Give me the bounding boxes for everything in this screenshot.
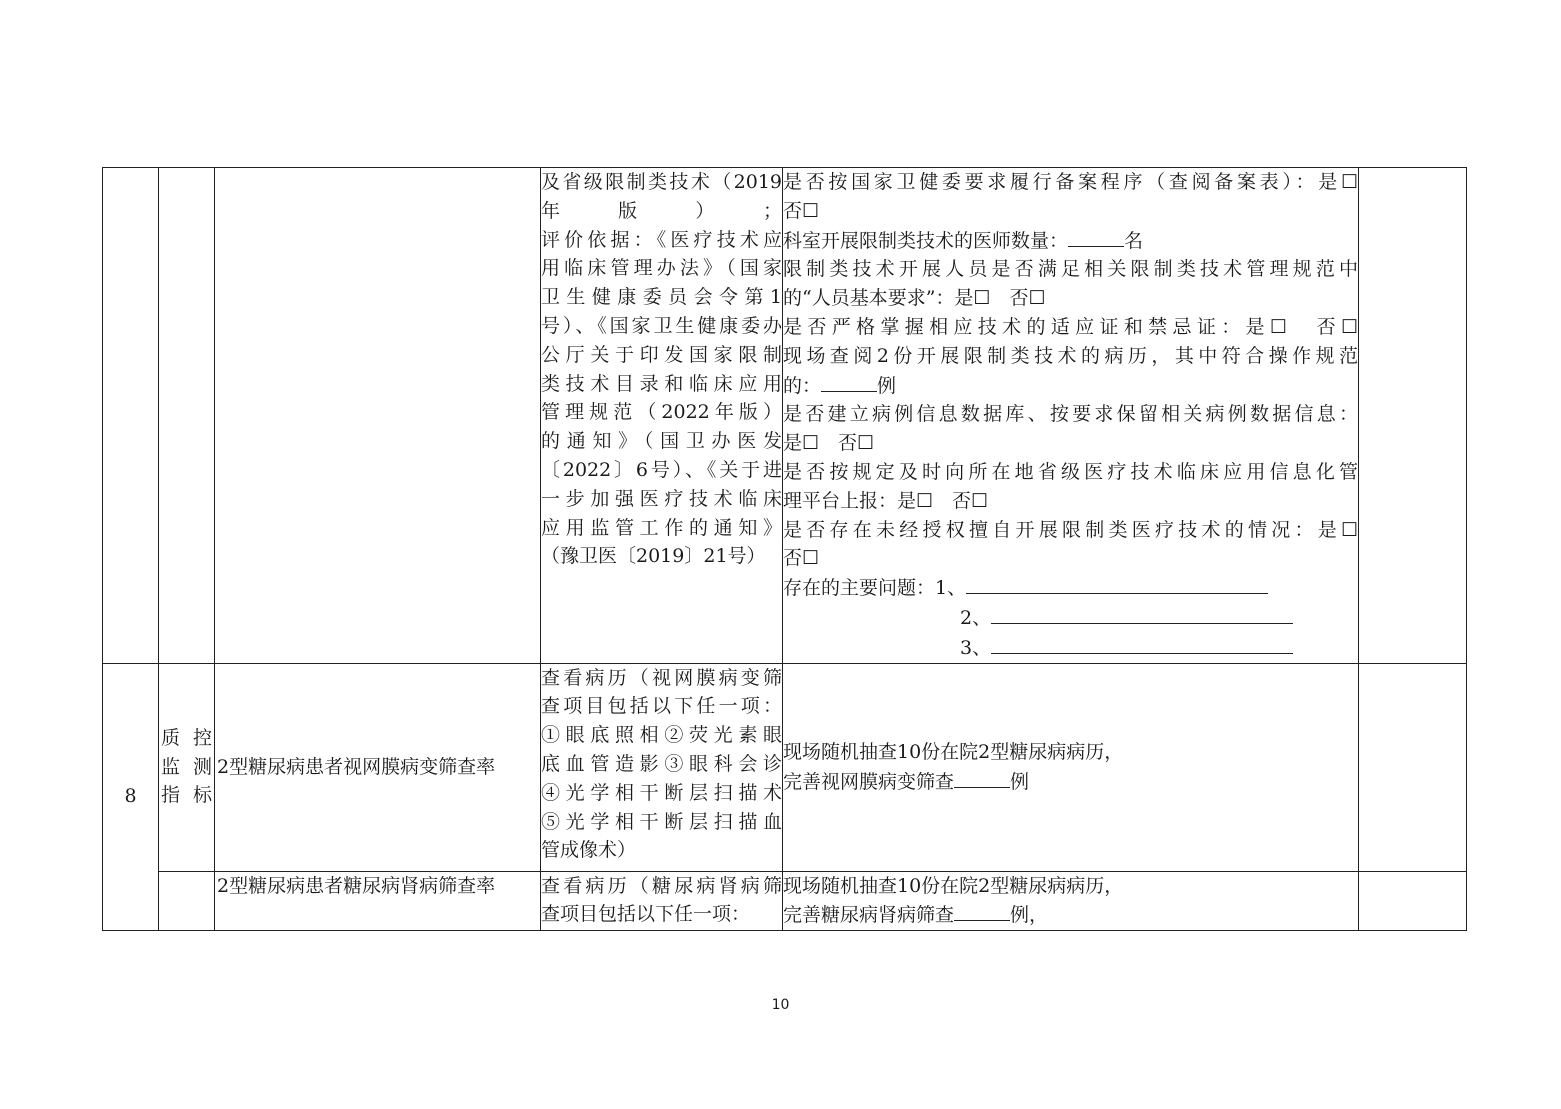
- check-text: 例: [877, 374, 897, 397]
- check-line: [783, 168, 1358, 197]
- check-line: [783, 487, 1358, 516]
- check-method-cell: [783, 871, 1359, 931]
- criteria-text: 的通知》（国卫办医发: [541, 430, 782, 453]
- fill-in-blank: [954, 900, 1010, 921]
- check-text: 否☐: [783, 199, 820, 222]
- category-cell-empty: [159, 168, 215, 664]
- check-line: [783, 284, 1358, 313]
- check-line: [783, 313, 1358, 342]
- criteria-text: 年版）；: [541, 199, 782, 222]
- evaluation-table: [102, 167, 1467, 931]
- criteria-cell: [541, 168, 783, 664]
- criteria-text: 〔2022〕6号）、《关于进: [541, 458, 782, 481]
- criteria-text: ①眼底照相②荧光素眼: [541, 724, 782, 747]
- check-text: 理平台上报：是☐ 否☐: [783, 489, 989, 512]
- check-line: [783, 400, 1358, 429]
- check-method-cell: [783, 168, 1359, 664]
- criteria-text: 查项目包括以下任一项：: [541, 903, 751, 926]
- criteria-text: 卫生健康委员会令第1: [541, 286, 782, 309]
- check-text: 是否存在未经授权擅自开展限制类医疗技术的情况：是☐: [783, 518, 1358, 541]
- criteria-cell: [541, 663, 783, 871]
- check-text: 是否建立病例信息数据库、按要求保留相关病例数据信息：: [783, 403, 1358, 426]
- check-text: 现场随机抽查10份在院2型糖尿病病历，: [783, 874, 1124, 897]
- category-text: 指标: [161, 784, 212, 807]
- row-number: 8: [103, 663, 159, 931]
- check-line: [783, 342, 1358, 371]
- criteria-text: 用临床管理办法》（国家: [541, 257, 782, 280]
- fill-in-blank: [954, 767, 1010, 788]
- criteria-cell: [541, 871, 783, 931]
- check-line: [783, 255, 1358, 284]
- problem-item-number: 2、: [960, 606, 992, 629]
- number-cell-empty: [103, 168, 159, 664]
- page-number: 10: [771, 997, 790, 1013]
- check-text: 是☐ 否☐: [783, 432, 875, 455]
- check-text: 现场查阅2份开展限制类技术的病历，其中符合操作规范: [783, 344, 1358, 367]
- table-row-8a: [103, 663, 1467, 871]
- check-text: 是否按规定及时向所在地省级医疗技术临床应用信息化管: [783, 460, 1358, 483]
- check-text: 完善糖尿病肾病筛查: [783, 904, 955, 927]
- indicator-cell-empty: [215, 168, 541, 664]
- problems-label: 存在的主要问题：: [783, 577, 936, 600]
- check-text: 是否严格掌握相应技术的适应证和禁忌证：是☐ 否☐: [783, 315, 1358, 338]
- check-method-cell: [783, 663, 1359, 871]
- criteria-text: 类技术目录和临床应用: [541, 372, 782, 395]
- problem-item-number: 1、: [935, 577, 967, 600]
- criteria-text: 应用监管工作的通知》: [541, 516, 782, 539]
- check-text: 科室开展限制类技术的医师数量：: [783, 229, 1069, 252]
- check-line: [783, 544, 1358, 573]
- check-text: 否☐: [783, 547, 820, 570]
- check-text: 现场随机抽查10份在院2型糖尿病病历，: [783, 740, 1124, 763]
- criteria-text: 查项目包括以下任一项：: [541, 695, 782, 718]
- main-problems: [783, 573, 1358, 662]
- check-line: [783, 429, 1358, 458]
- indicator-name: 2型糖尿病患者糖尿病肾病筛查率: [217, 874, 496, 897]
- category-cell-empty: [159, 871, 215, 931]
- check-line: [783, 226, 1358, 256]
- check-line: [783, 197, 1358, 226]
- criteria-text: ④光学相干断层扫描术: [541, 781, 782, 804]
- problem-item-number: 3、: [960, 636, 992, 659]
- check-line: [783, 458, 1358, 487]
- criteria-text: 查看病历（糖尿病肾病筛: [541, 874, 782, 897]
- fill-in-blank: [991, 633, 1293, 654]
- fill-in-blank: [821, 371, 877, 392]
- fill-in-blank: [991, 603, 1293, 624]
- category-text: 监测: [161, 755, 212, 778]
- criteria-text: 管理规范（2022年版）: [541, 401, 782, 424]
- check-text: 的：: [783, 374, 822, 397]
- indicator-name: 2型糖尿病患者视网膜病变筛查率: [217, 756, 496, 779]
- score-cell: [1359, 871, 1467, 931]
- category-text: 质控: [161, 726, 212, 749]
- table-row-continued: [103, 168, 1467, 664]
- criteria-text: 评价依据：《医疗技术应: [541, 228, 782, 251]
- indicator-cell: [215, 871, 541, 931]
- criteria-text: 底血管造影③眼科会诊: [541, 752, 782, 775]
- criteria-text: 一步加强医疗技术临床: [541, 487, 782, 510]
- category-cell: [159, 663, 215, 871]
- check-line: [783, 516, 1358, 545]
- criteria-text: 公厅关于印发国家限制: [541, 343, 782, 366]
- check-text: 完善视网膜病变筛查: [783, 770, 955, 793]
- fill-in-blank: [1068, 226, 1124, 247]
- table-row-8b: [103, 871, 1467, 931]
- criteria-text: 及省级限制类技术（2019: [541, 171, 782, 193]
- criteria-text: 号）、《国家卫生健康委办: [541, 314, 782, 337]
- criteria-text: 查看病历（视网膜病变筛: [541, 666, 782, 689]
- criteria-text: ⑤光学相干断层扫描血: [541, 810, 782, 833]
- criteria-text: （豫卫医〔2019〕21号）: [541, 545, 766, 568]
- indicator-cell: [215, 663, 541, 871]
- check-text: 是否按国家卫健委要求履行备案程序（查阅备案表）：是☐: [783, 171, 1358, 193]
- score-cell: [1359, 663, 1467, 871]
- score-cell: [1359, 168, 1467, 664]
- check-text: 例: [1010, 770, 1030, 793]
- check-text: 的“人员基本要求”：是☐ 否☐: [783, 287, 1046, 310]
- check-text: 名: [1124, 229, 1144, 252]
- criteria-text: 管成像术）: [541, 839, 637, 862]
- check-line: [783, 371, 1358, 401]
- check-text: 例，: [1010, 904, 1049, 927]
- fill-in-blank: [966, 573, 1268, 594]
- check-text: 限制类技术开展人员是否满足相关限制类技术管理规范中: [783, 258, 1358, 281]
